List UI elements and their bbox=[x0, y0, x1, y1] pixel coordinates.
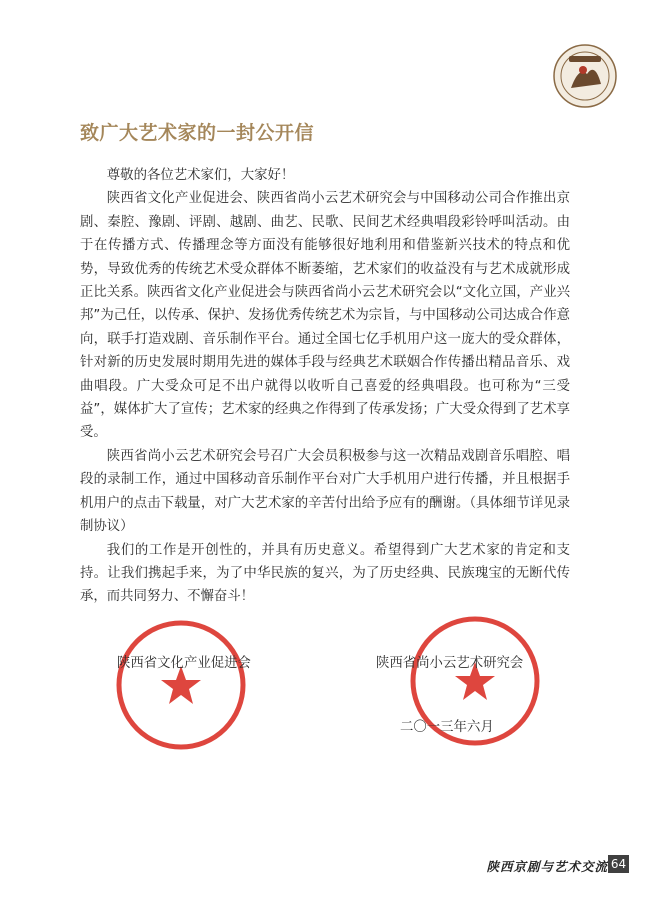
paragraph: 我们的工作是开创性的，并具有历史意义。希望得到广大艺术家的肯定和支持。让我们携起手来，为了中华民族的复兴，为了历史经典、民族瑰宝的无断代传承，而共同努力、不懈奋斗！ bbox=[80, 542, 570, 605]
letter-title: 致广大艺术家的一封公开信 bbox=[80, 122, 315, 144]
letter-body bbox=[80, 164, 570, 609]
paragraph: 陕西省文化产业促进会、陕西省尚小云艺术研究会与中国移动公司合作推出京剧、秦腔、豫剧、评剧、越剧、曲艺、民歌、民间艺术经典唱段彩铃呼叫活动。由于在传播方式、传播理念等方面没有能够很好地利用和借鉴新兴技术的特点和优势，导致优秀的传统艺术受众群体不断萎缩，艺术家们的收益没有与艺术成就形成正比关系。陕西省文化产业促进会与陕西省尚小云艺术研究会以“文化立国，产业兴邦”为己任，以传承、保护、发扬优秀传统艺术为宗旨，与中国移动公司达成合作意向，联手打造戏剧、音乐制作平台。通过全国七亿手机用户这一庞大的受众群体，针对新的历史发展时期用先进的媒体手段与经典艺术联姻合作传播出精品音乐、戏曲唱段。广大受众可足不出户就得以收听自己喜爱的经典唱段。也可称为“三受益”，媒体扩大了宣传；艺术家的经典之作得到了传承发扬；广大受众得到了艺术享受。 bbox=[80, 191, 570, 441]
signature-left: 陕西省文化产业促进会 bbox=[117, 656, 251, 671]
signature-date: 二〇一三年六月 bbox=[400, 720, 494, 735]
signature-right: 陕西省尚小云艺术研究会 bbox=[376, 656, 524, 671]
paragraph: 陕西省尚小云艺术研究会号召广大会员积极参与这一次精品戏剧音乐唱腔、唱段的录制工作，通过中国移动音乐制作平台对广大手机用户进行传播，并且根据手机用户的点击下载量，对广大艺术家的辛苦付出给予应有的酬谢。（具体细节详见录制协议） bbox=[80, 448, 570, 535]
page-number: 64 bbox=[608, 855, 629, 873]
greeting: 尊敬的各位艺术家们，大家好！ bbox=[106, 168, 295, 183]
emblem-logo bbox=[553, 44, 617, 108]
seal-left bbox=[114, 618, 248, 752]
footer-title: 陕西京剧与艺术交流 bbox=[486, 859, 608, 874]
